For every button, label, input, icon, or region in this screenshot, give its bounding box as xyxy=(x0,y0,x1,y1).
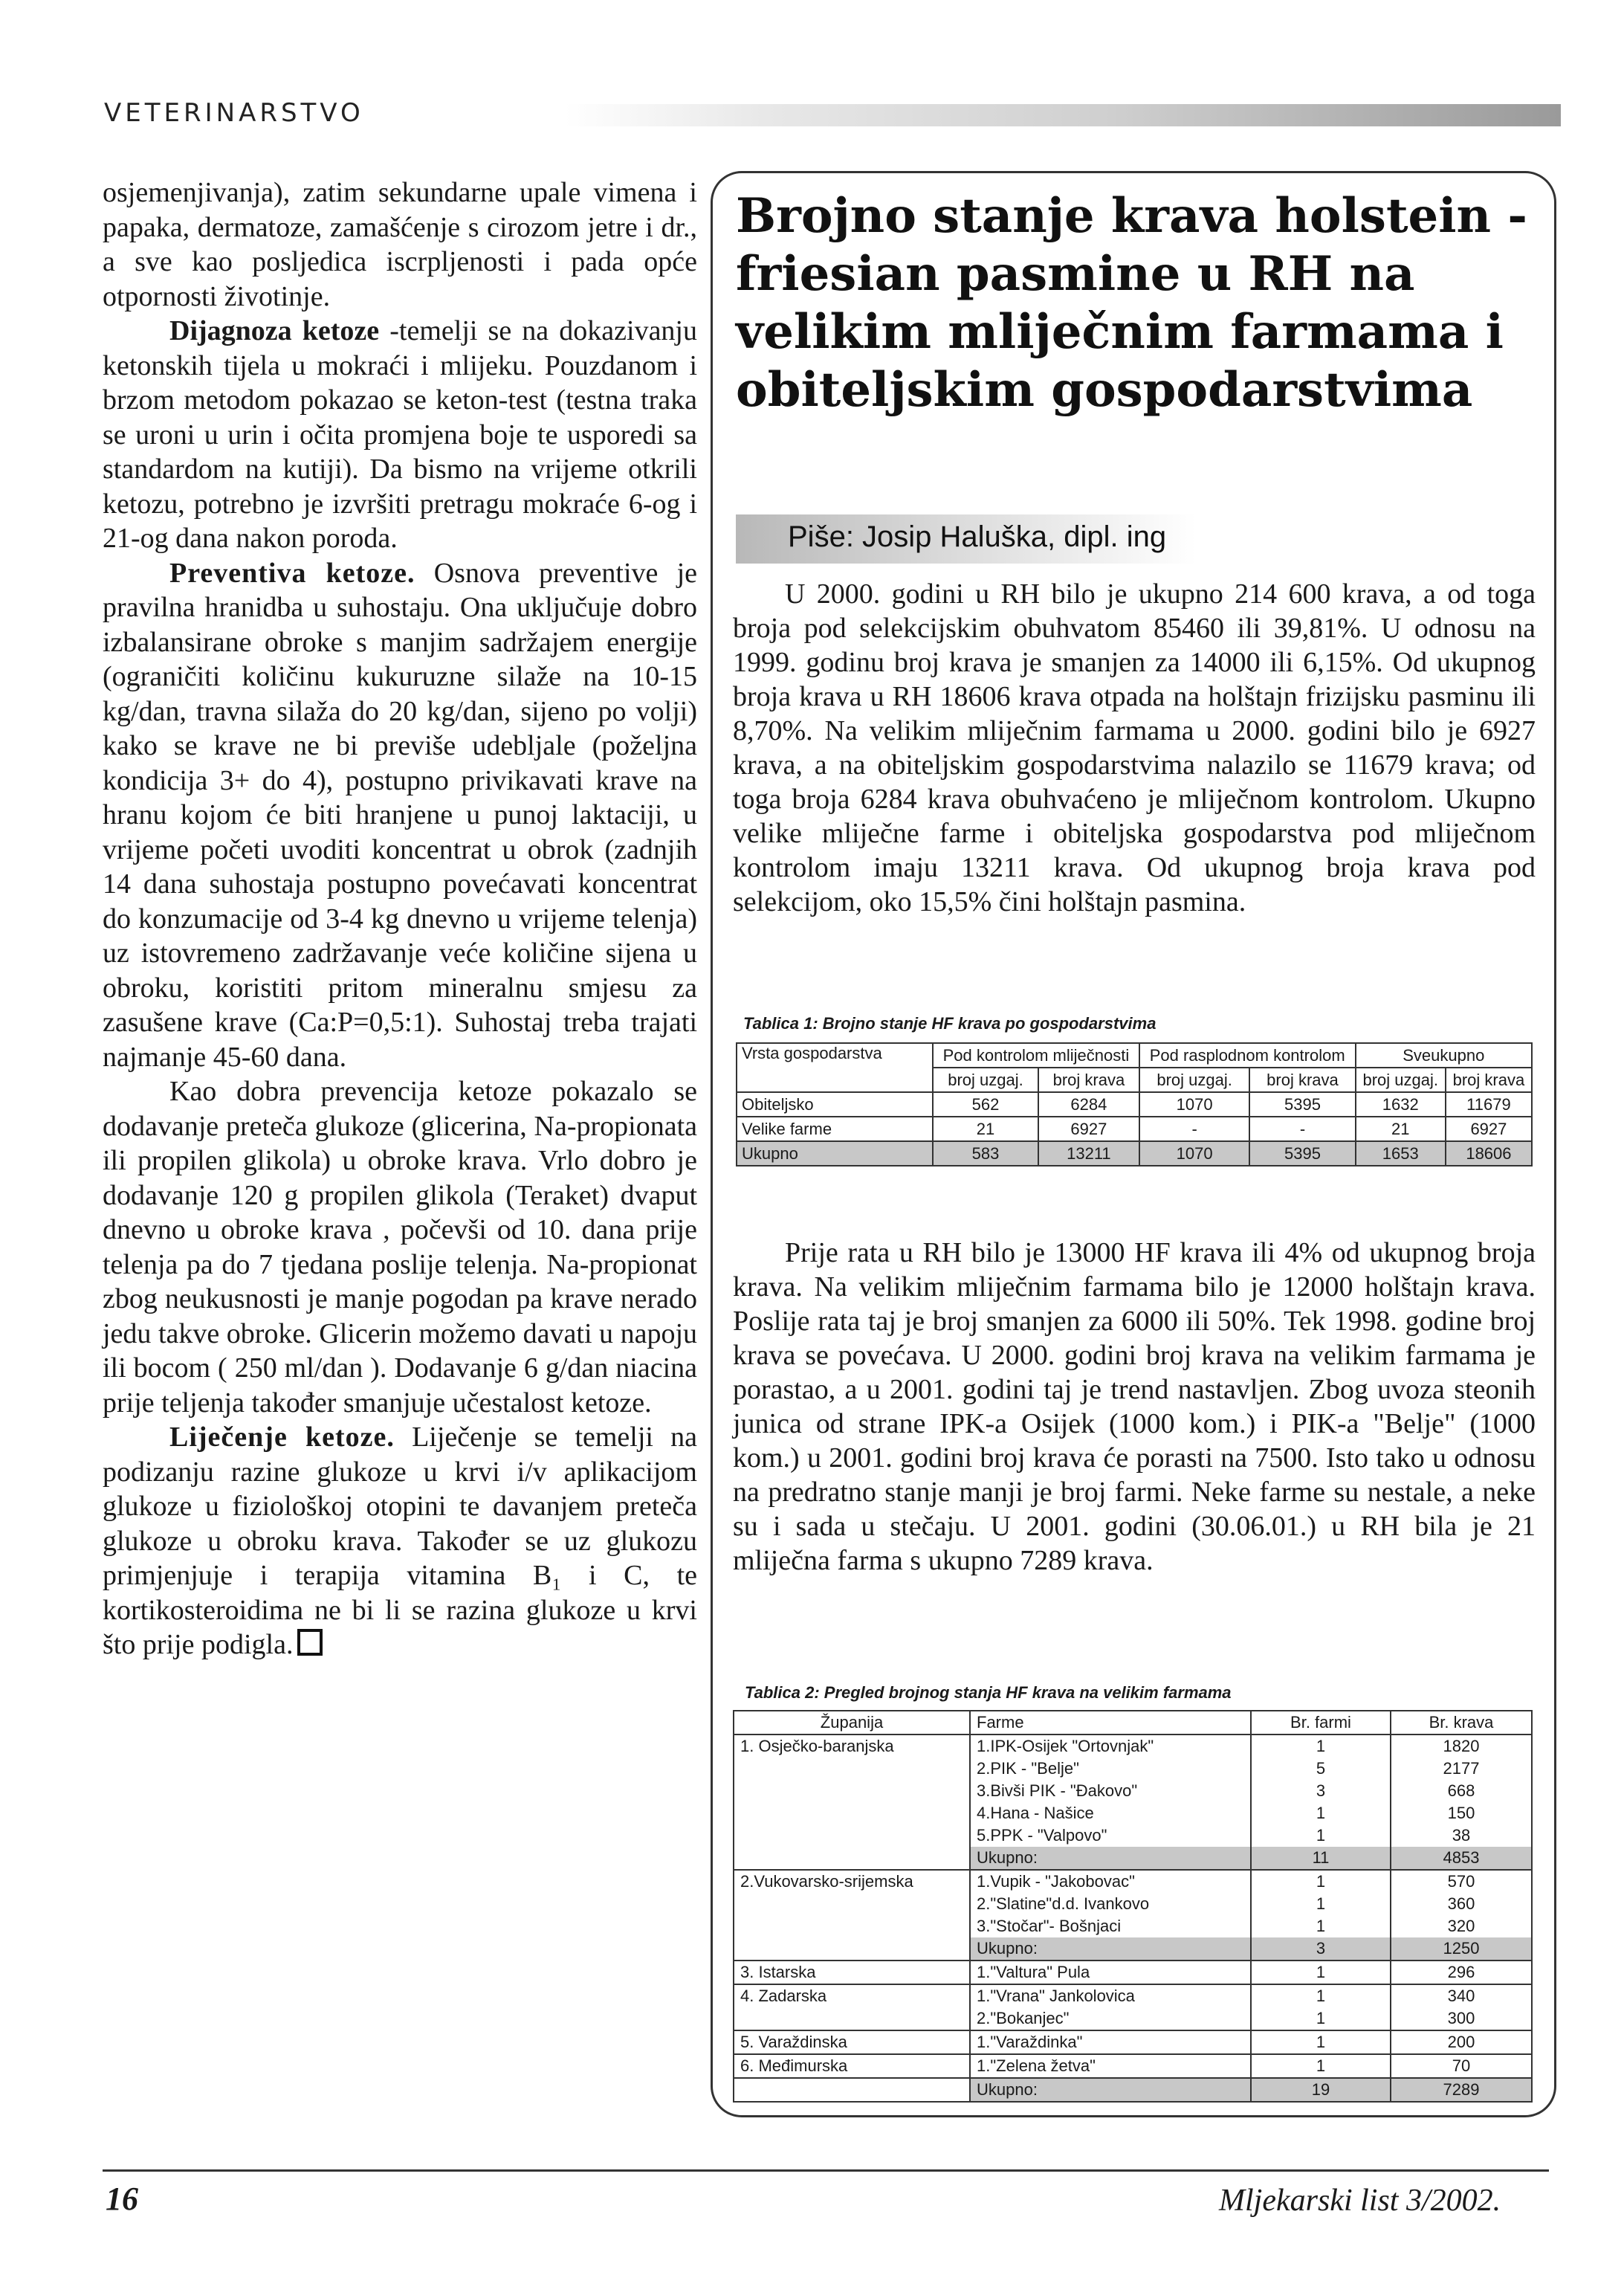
table-row xyxy=(734,1780,1532,1802)
t2-cell xyxy=(734,1802,970,1824)
t1-sub-krava: broj krava xyxy=(1249,1068,1355,1092)
left-paragraph-1: osjemenjivanja), zatim sekundarne upale vimena i papaka, dermatoze, zamašćenje s cirozom jetre i dr., a sve kao posljedica iscrpljenosti i pada opće otpornosti životinje. xyxy=(103,177,697,312)
t1-cell: 5395 xyxy=(1249,1092,1355,1117)
t2-cell: 4. Zadarska xyxy=(734,1984,970,2007)
table-row xyxy=(734,1915,1532,1937)
t2-cell: 3."Stočar"- Bošnjaci xyxy=(970,1915,1251,1937)
t2-cell: 668 xyxy=(1391,1780,1532,1802)
byline-bar xyxy=(736,514,1197,564)
t2-cell: Ukupno: xyxy=(970,2078,1251,2102)
t2-cell: 1 xyxy=(1251,2007,1391,2030)
t2-cell: 150 xyxy=(1391,1802,1532,1824)
left-paragraph-5 xyxy=(103,1420,697,1662)
article-paragraph-2 xyxy=(733,1236,1536,1578)
t2-cell: 300 xyxy=(1391,2007,1532,2030)
treatment-text: Liječenje se temelji na podizanju razine glukoze u krvi i/v aplikacijom glukoze u fiziološkoj otopini te davanjem preteča glukoze u obroku krava. Također se uz glukozu primjenjuje i terapija vitamina B₁ i C, te kortikosteroidima ne bi li se razina glukoze u krvi što prije podigla. xyxy=(103,1422,698,1660)
end-of-article-icon xyxy=(297,1629,323,1656)
article-text-1: U 2000. godini u RH bilo je ukupno 214 600 krava, a od toga broja pod selekcijskim obuhvatom 85460 ili 39,81%. U odnosu na 1999. godinu broj krava je smanjen za 14000 ili 6,15%. Od ukupnog broja krava u RH 18606 krava otpada na holštajn frizijsku pasminu ili 8,70%. Na velikim mliječnim farmama u 2000. godini bilo je 6927 krava, a na obiteljskim gospodarstvima nalazilo se 11679 krava; od toga broja 6284 krava obuhvaćeno je mliječnom kontrolom. Ukupno velike mliječne farme i obiteljska gospodarstva pod mliječnom kontrolom imaju 13211 krava. Od ukupnog broja krava pod selekcijom, oko 15,5% čini holštajn pasmina. xyxy=(733,578,1536,917)
t2-cell: 1.Vupik - "Jakobovac" xyxy=(970,1870,1251,1893)
t2-cell: 320 xyxy=(1391,1915,1532,1937)
t2-cell: 340 xyxy=(1391,1984,1532,2007)
t2-cell: 1 xyxy=(1251,1893,1391,1915)
t2-cell: 2.Vukovarsko-srijemska xyxy=(734,1870,970,1893)
t2-cell: 5. Varaždinska xyxy=(734,2030,970,2054)
t1-cell: - xyxy=(1139,1117,1250,1141)
article-title: Brojno stanje krava holstein - friesian pasmine u RH na velikim mliječnim farmama i obiteljskim gospodarstvima xyxy=(736,188,1527,418)
t2-cell: Ukupno: xyxy=(970,1847,1251,1870)
t2-cell: 19 xyxy=(1251,2078,1391,2102)
t1-sub-uzgaj: broj uzgaj. xyxy=(1139,1068,1250,1092)
table-row xyxy=(737,1117,1532,1141)
t1-header-vrsta: Vrsta gospodarstva xyxy=(737,1043,933,1092)
t2-cell xyxy=(734,2078,970,2102)
table-row xyxy=(734,2030,1532,2054)
t2-cell xyxy=(734,1824,970,1847)
t1-cell: 11679 xyxy=(1446,1092,1532,1117)
t2-cell: 1250 xyxy=(1391,1937,1532,1961)
table-2 xyxy=(733,1710,1533,2103)
t1-cell: 6927 xyxy=(1038,1117,1139,1141)
t2-cell: 1."Vrana" Jankolovica xyxy=(970,1984,1251,2007)
t2-cell: 5.PPK - "Valpovo" xyxy=(970,1824,1251,1847)
table-row xyxy=(734,1893,1532,1915)
t1-sub-uzgaj: broj uzgaj. xyxy=(933,1068,1038,1092)
byline: Piše: Josip Haluška, dipl. ing xyxy=(788,520,1167,553)
header-decorative-bar xyxy=(565,104,1561,126)
t2-cell: 1 xyxy=(1251,1735,1391,1758)
t2-cell: 2.PIK - "Belje" xyxy=(970,1758,1251,1780)
t2-cell xyxy=(734,1847,970,1870)
t2-header-zupanija: Županija xyxy=(734,1711,970,1735)
table-row xyxy=(734,1984,1532,2007)
t2-header-br-krava: Br. krava xyxy=(1391,1711,1532,1735)
left-column xyxy=(103,175,697,1662)
t2-cell: 38 xyxy=(1391,1824,1532,1847)
t2-cell: Ukupno: xyxy=(970,1937,1251,1961)
t2-cell: 1."Valtura" Pula xyxy=(970,1961,1251,1984)
left-paragraph-3 xyxy=(103,556,697,1075)
diagnosis-heading: Dijagnoza ketoze xyxy=(169,315,380,346)
t2-cell: 3 xyxy=(1251,1780,1391,1802)
t1-cell: 1070 xyxy=(1139,1092,1250,1117)
t1-cell: 21 xyxy=(1356,1117,1446,1141)
t1-cell: Obiteljsko xyxy=(737,1092,933,1117)
t1-cell: 562 xyxy=(933,1092,1038,1117)
t1-cell: 6927 xyxy=(1446,1117,1532,1141)
t2-cell: 200 xyxy=(1391,2030,1532,2054)
t2-cell xyxy=(734,1893,970,1915)
table-row xyxy=(734,2054,1532,2078)
t2-cell: 5 xyxy=(1251,1758,1391,1780)
t1-sub-uzgaj: broj uzgaj. xyxy=(1356,1068,1446,1092)
table-total-row xyxy=(734,1937,1532,1961)
table-row xyxy=(734,1870,1532,1893)
t2-cell xyxy=(734,1758,970,1780)
t2-header-farme: Farme xyxy=(970,1711,1251,1735)
t1-header-rasplod: Pod rasplodnom kontrolom xyxy=(1139,1043,1356,1068)
table-row xyxy=(734,1758,1532,1780)
t2-cell xyxy=(734,2007,970,2030)
left-paragraph-4: Kao dobra prevencija ketoze pokazalo se dodavanje preteča glukoze (glicerina, Na-propionata ili propilen glikola) u obroke krava. Vrlo dobro je dodavanje 120 g propilen glikola (Teraket) dvaput dnevno u obroke krava , počevši od 10. dana prije telenja pa do 7 tjedana poslije telenja. Na-propionat zbog neukusnosti je manje pogodan pa krave nerado jedu takve obroke. Glicerin možemo davati u napoju ili bocom ( 250 ml/dan ). Dodavanje 6 g/dan niacina prije teljenja također smanjuje učestalost ketoze. xyxy=(103,1076,697,1419)
t2-cell: 4.Hana - Našice xyxy=(970,1802,1251,1824)
t1-cell: 5395 xyxy=(1249,1141,1355,1166)
treatment-heading: Liječenje ketoze. xyxy=(169,1422,395,1453)
t2-cell: 3.Bivši PIK - "Đakovo" xyxy=(970,1780,1251,1802)
prevention-heading: Preventiva ketoze. xyxy=(169,557,415,589)
diagnosis-text: -temelji se na dokazivanju ketonskih tijela u mokraći i mlijeku. Pouzdanom i brzom metodom pokazao se keton-test (testna traka se uroni u urin i očita promjena boje te usporedi sa standardom na kutiji). Da bismo na vrijeme otkrili ketozu, potrebno je izvršiti pretragu mokraće 6-og i 21-og dana nakon poroda. xyxy=(103,315,697,554)
t1-cell: - xyxy=(1249,1117,1355,1141)
t2-cell: 7289 xyxy=(1391,2078,1532,2102)
t1-header-sveukupno: Sveukupno xyxy=(1356,1043,1532,1068)
t1-sub-krava: broj krava xyxy=(1038,1068,1139,1092)
section-header: VETERINARSTVO xyxy=(104,98,364,128)
table-1 xyxy=(736,1042,1533,1166)
t1-cell: 6284 xyxy=(1038,1092,1139,1117)
t2-header-br-farmi: Br. farmi xyxy=(1251,1711,1391,1735)
table1-caption: Tablica 1: Brojno stanje HF krava po gospodarstvima xyxy=(743,1014,1156,1033)
table2-caption: Tablica 2: Pregled brojnog stanja HF krava na velikim farmama xyxy=(745,1683,1232,1702)
page-number: 16 xyxy=(106,2181,138,2217)
t2-cell: 2."Slatine"d.d. Ivankovo xyxy=(970,1893,1251,1915)
t1-cell: 583 xyxy=(933,1141,1038,1166)
table-row xyxy=(734,1961,1532,1984)
table-row xyxy=(734,1824,1532,1847)
t2-cell: 1 xyxy=(1251,1984,1391,2007)
article-text-2: Prije rata u RH bilo je 13000 HF krava ili 4% od ukupnog broja krava. Na velikim mliječnim farmama bilo je 12000 holštajn krava. Poslije rata taj je broj smanjen za 6000 ili 50%. Tek 1998. godine broj krava se povećava. U 2000. godini broj krava na velikim farmama je porastao, a u 2001. godini taj je trend nastavljen. Zbog uvoza steonih junica od strane IPK-a Osijek (1000 kom.) i PIK-a "Belje" (1000 kom.) u 2001. godini broj krava će porasti na 7500. Isto tako u odnosu na predratno stanje manji je broj farmi. Neke farme su nestale, a neke su i sada u stečaju. U 2001. godini (30.06.01.) u RH bila je 21 mliječna farma s ukupno 7289 krava. xyxy=(733,1237,1536,1576)
t1-cell: 1632 xyxy=(1356,1092,1446,1117)
t2-cell: 570 xyxy=(1391,1870,1532,1893)
t2-cell: 3. Istarska xyxy=(734,1961,970,1984)
t2-cell: 11 xyxy=(1251,1847,1391,1870)
t1-cell: 1070 xyxy=(1139,1141,1250,1166)
t2-cell: 70 xyxy=(1391,2054,1532,2078)
prevention-text: Osnova preventive je pravilna hranidba u suhostaju. Ona uključuje dobro izbalansirane obroke s manjim sadržajem energije (ograničiti količinu kukuruzne silaže na 10-15 kg/dan, travna silaža do 20 kg/dan, sijeno po volji) kako se krave ne bi previše udebljale (poželjna kondicija 3+ do 4), postupno privikavati krave na hranu kojom će biti hranjene u punoj laktaciji, u vrijeme početi uvoditi koncentrat u obrok (zadnjih 14 dana suhostaja postupno povećavati koncentrat do konzumacije od 3-4 kg dnevno u vrijeme telenja) uz istovremeno zadržavanje veće količine sijena u obroku, koristiti pritom mineralnu smjesu za zasušene krave (Ca:P=0,5:1). Suhostaj treba trajati najmanje 45-60 dana. xyxy=(103,557,697,1073)
t2-cell xyxy=(734,1915,970,1937)
t2-cell: 1820 xyxy=(1391,1735,1532,1758)
table-total-row xyxy=(737,1141,1532,1166)
t2-cell: 1 xyxy=(1251,1915,1391,1937)
t2-cell: 2."Bokanjec" xyxy=(970,2007,1251,2030)
t1-sub-krava: broj krava xyxy=(1446,1068,1532,1092)
t2-cell: 4853 xyxy=(1391,1847,1532,1870)
t2-cell: 1."Zelena žetva" xyxy=(970,2054,1251,2078)
t2-cell: 1.IPK-Osijek "Ortovnjak" xyxy=(970,1735,1251,1758)
footer-rule xyxy=(103,2169,1549,2172)
t2-cell: 360 xyxy=(1391,1893,1532,1915)
t2-cell: 296 xyxy=(1391,1961,1532,1984)
t2-cell: 1. Osječko-baranjska xyxy=(734,1735,970,1758)
journal-name: Mljekarski list 3/2002. xyxy=(1219,2184,1501,2218)
t2-cell: 1 xyxy=(1251,1961,1391,1984)
table-total-row xyxy=(734,1847,1532,1870)
t2-cell: 1 xyxy=(1251,1870,1391,1893)
t2-cell xyxy=(734,1780,970,1802)
t1-cell: 18606 xyxy=(1446,1141,1532,1166)
article-paragraph-1 xyxy=(733,577,1536,919)
t1-cell: Velike farme xyxy=(737,1117,933,1141)
table-row xyxy=(734,2007,1532,2030)
t2-cell: 6. Međimurska xyxy=(734,2054,970,2078)
t1-cell: 1653 xyxy=(1356,1141,1446,1166)
t2-cell: 1 xyxy=(1251,2030,1391,2054)
table-total-row xyxy=(734,2078,1532,2102)
t2-cell: 2177 xyxy=(1391,1758,1532,1780)
t1-cell: 13211 xyxy=(1038,1141,1139,1166)
left-paragraph-2 xyxy=(103,314,697,556)
t1-header-kontrola: Pod kontrolom mliječnosti xyxy=(933,1043,1139,1068)
t2-cell xyxy=(734,1937,970,1961)
table-row xyxy=(734,1802,1532,1824)
t2-cell: 3 xyxy=(1251,1937,1391,1961)
t2-cell: 1."Varaždinka" xyxy=(970,2030,1251,2054)
table-row xyxy=(737,1092,1532,1117)
t2-cell: 1 xyxy=(1251,1824,1391,1847)
table-row xyxy=(734,1735,1532,1758)
t2-cell: 1 xyxy=(1251,1802,1391,1824)
t1-cell: Ukupno xyxy=(737,1141,933,1166)
t1-cell: 21 xyxy=(933,1117,1038,1141)
t2-cell: 1 xyxy=(1251,2054,1391,2078)
